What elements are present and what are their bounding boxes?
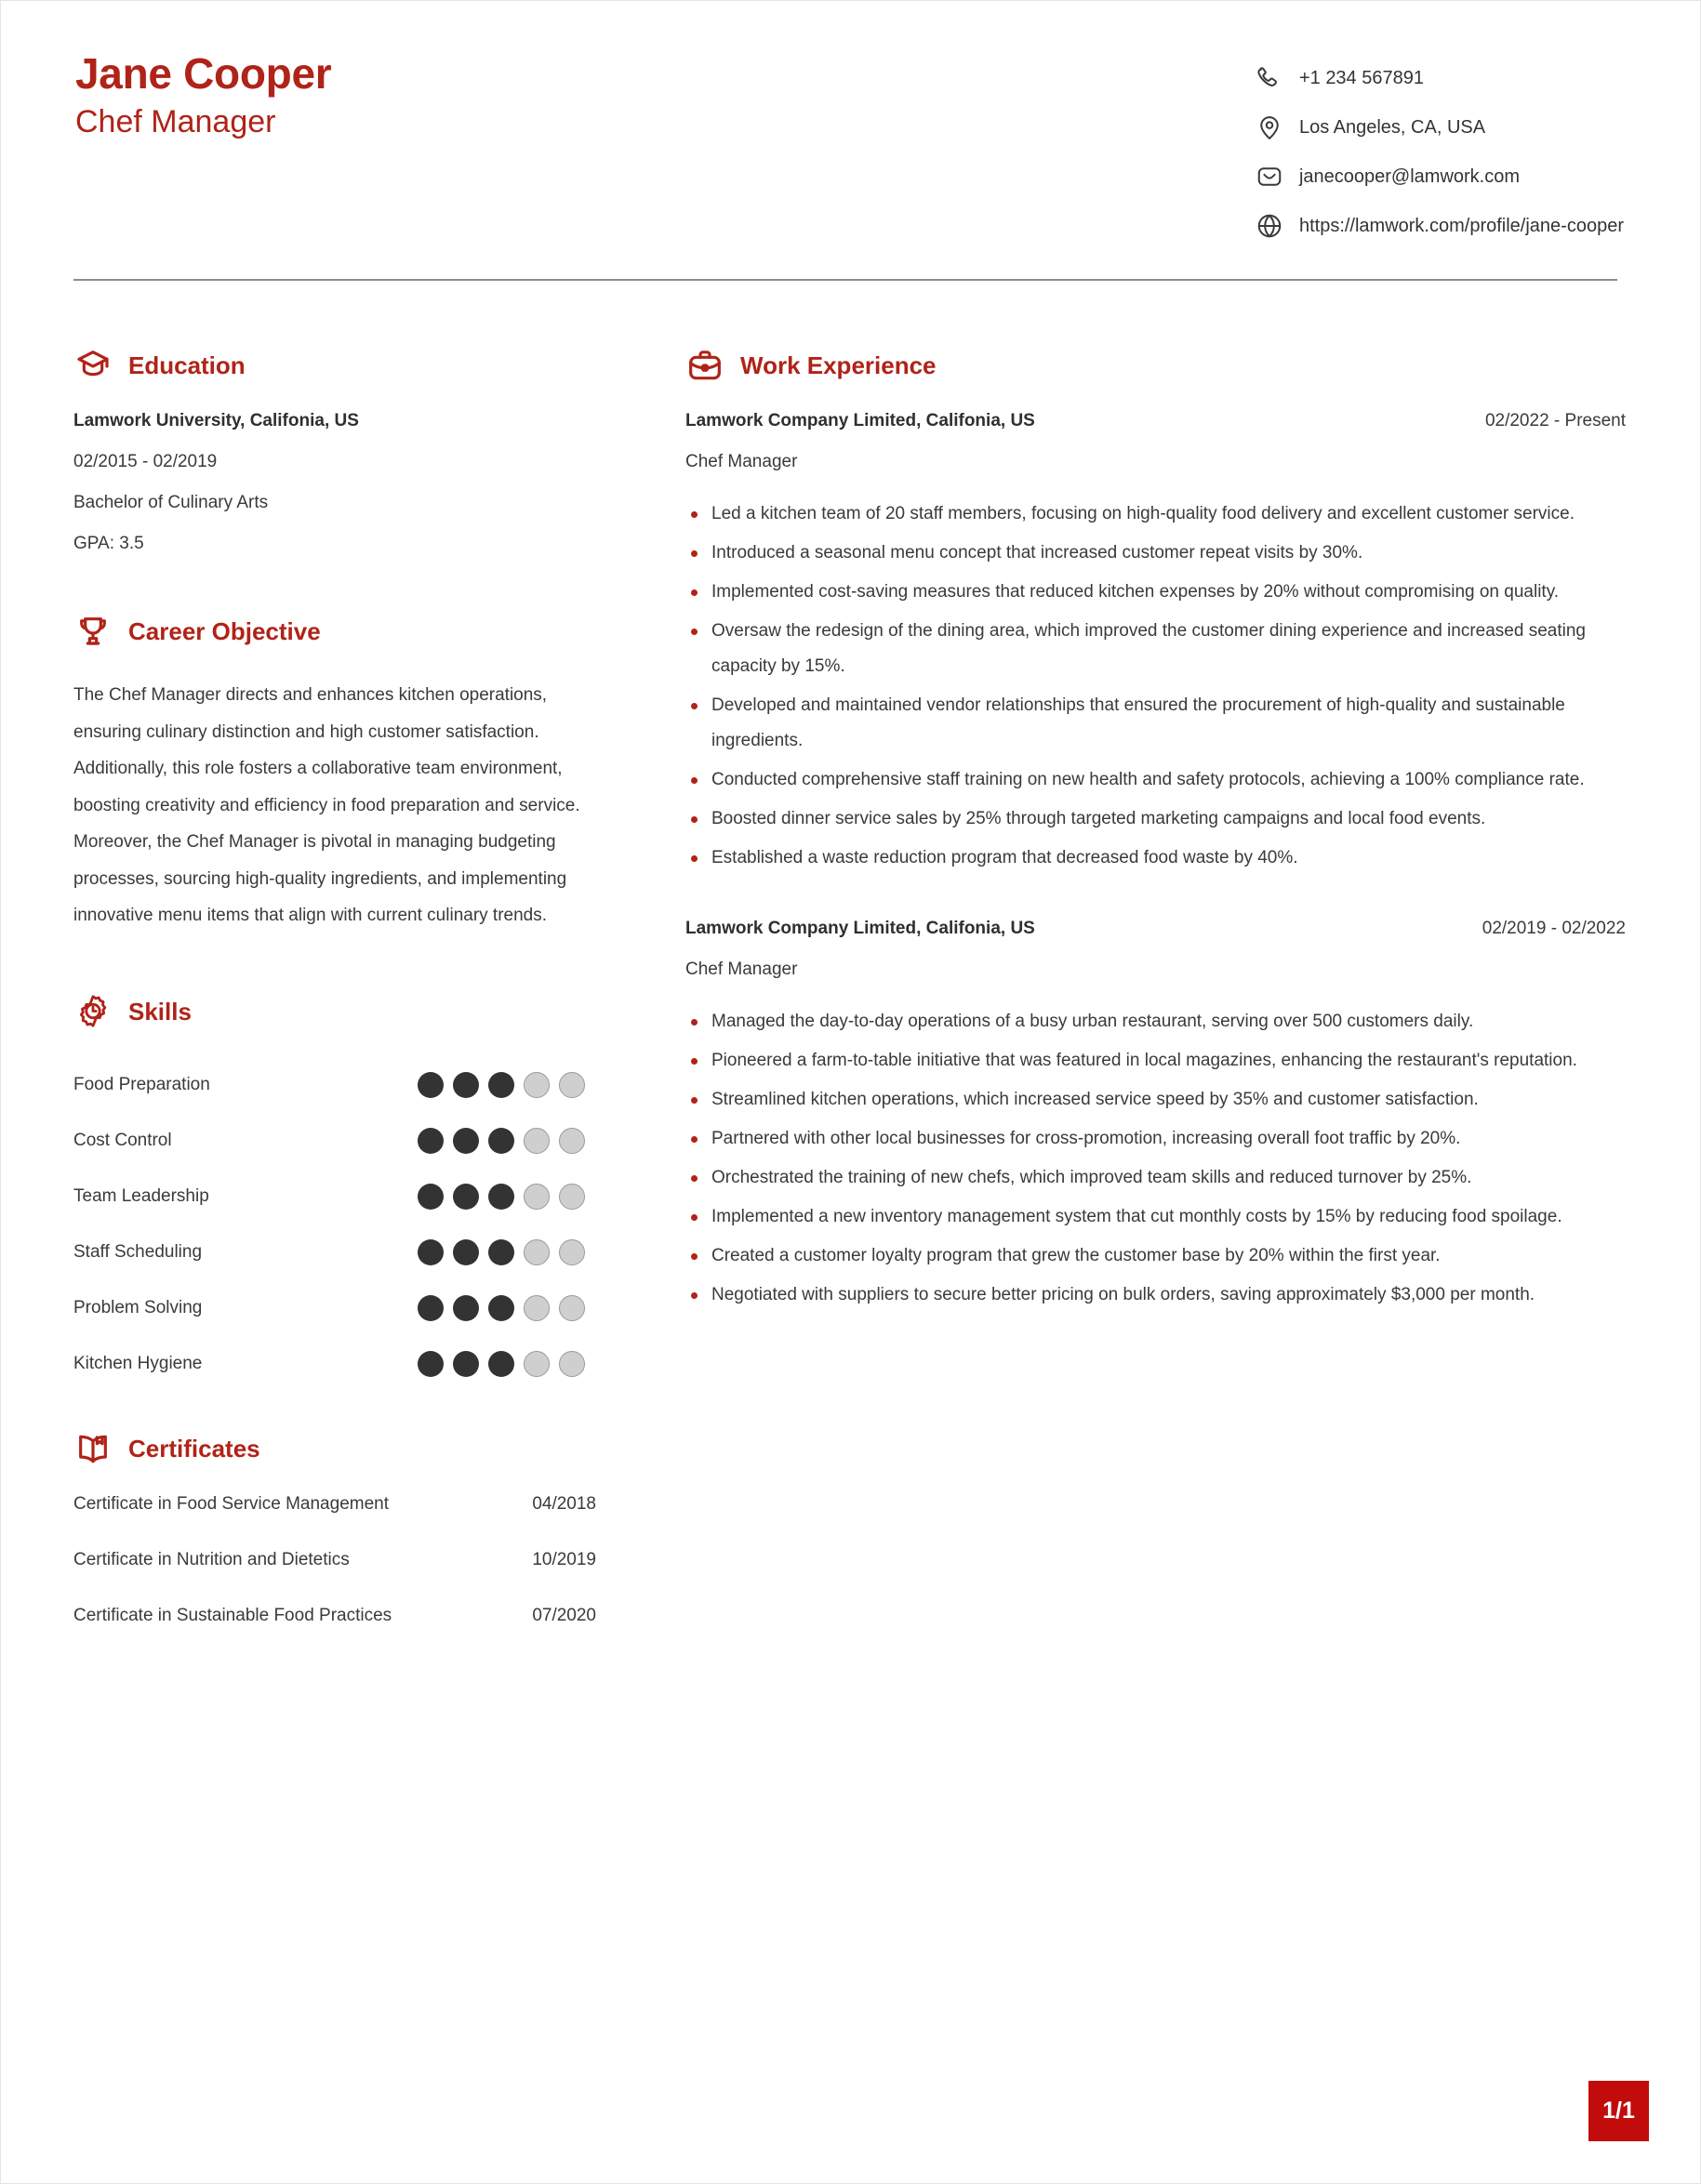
job-bullet: Implemented a new inventory management system that cut monthly costs by 15% by reducing food spoilage. bbox=[685, 1199, 1626, 1235]
rating-dot bbox=[559, 1239, 585, 1265]
rating-dot bbox=[453, 1295, 479, 1321]
job-bullet-list bbox=[685, 1004, 1626, 1313]
job-organization: Lamwork Company Limited, Califonia, US bbox=[685, 411, 1035, 430]
skill-row bbox=[73, 1280, 596, 1336]
contact-location bbox=[1256, 113, 1624, 141]
education-dates: 02/2015 - 02/2019 bbox=[73, 452, 218, 471]
skill-row bbox=[73, 1224, 596, 1280]
rating-dot bbox=[418, 1351, 444, 1377]
job-header bbox=[685, 411, 1626, 431]
certificate-name: Certificate in Sustainable Food Practices bbox=[73, 1605, 392, 1625]
rating-dot bbox=[524, 1128, 550, 1154]
skills-section-title: Skills bbox=[128, 997, 192, 1026]
page-indicator-badge: 1/1 bbox=[1588, 2081, 1649, 2141]
job-bullet: Oversaw the redesign of the dining area, which improved the customer dining experience and increased seating capacity by 15%. bbox=[685, 614, 1626, 684]
rating-dot bbox=[453, 1351, 479, 1377]
contact-website-value: https://lamwork.com/profile/jane-cooper bbox=[1298, 216, 1624, 236]
rating-dot bbox=[453, 1184, 479, 1210]
rating-dot bbox=[418, 1295, 444, 1321]
skill-name: Kitchen Hygiene bbox=[73, 1353, 203, 1373]
work-experience-section bbox=[685, 346, 1626, 1313]
job-entry bbox=[685, 919, 1626, 1313]
job-bullet: Negotiated with suppliers to secure better pricing on bulk orders, saving approximately $3,000 per month. bbox=[685, 1277, 1626, 1313]
phone-icon bbox=[1256, 64, 1283, 92]
job-bullet: Partnered with other local businesses for cross-promotion, increasing overall foot traffic by 20%. bbox=[685, 1121, 1626, 1157]
contact-website bbox=[1256, 212, 1624, 240]
education-section-title: Education bbox=[128, 351, 246, 379]
right-column bbox=[631, 346, 1626, 1318]
certificate-date: 10/2019 bbox=[532, 1549, 596, 1569]
education-organization: Lamwork University, Califonia, US bbox=[73, 411, 359, 430]
job-bullet: Introduced a seasonal menu concept that increased customer repeat visits by 30%. bbox=[685, 536, 1626, 571]
certificates-section bbox=[73, 1429, 596, 1661]
contact-phone bbox=[1256, 64, 1624, 92]
certificate-date: 07/2020 bbox=[532, 1605, 596, 1625]
rating-dot bbox=[418, 1184, 444, 1210]
skill-row bbox=[73, 1336, 596, 1392]
job-bullet: Created a customer loyalty program that grew the customer base by 20% within the first year. bbox=[685, 1238, 1626, 1274]
certificate-name: Certificate in Nutrition and Dietetics bbox=[73, 1549, 350, 1569]
job-entry bbox=[685, 411, 1626, 876]
rating-dot bbox=[488, 1184, 514, 1210]
left-column bbox=[73, 346, 631, 1661]
job-bullet: Pioneered a farm-to-table initiative that was featured in local magazines, enhancing the restaurant's reputation. bbox=[685, 1043, 1626, 1079]
skill-row bbox=[73, 1057, 596, 1113]
rating-dot bbox=[453, 1128, 479, 1154]
rating-dot bbox=[559, 1351, 585, 1377]
candidate-job-title: Chef Manager bbox=[75, 103, 276, 139]
certificates-section-title: Certificates bbox=[128, 1434, 260, 1463]
career-objective-text: The Chef Manager directs and enhances kitchen operations, ensuring culinary distinction and high customer satisfaction. Additionally, this role fosters a collaborative team environment, boosting creativity and efficiency in food preparation and service. Moreover, the Chef Manager is pivotal in managing budgeting processes, sourcing high-quality ingredients, and implementing innovative menu items that align with current culinary trends. bbox=[73, 685, 580, 926]
rating-dot bbox=[488, 1239, 514, 1265]
identity-block bbox=[75, 44, 331, 142]
education-degree: Bachelor of Culinary Arts bbox=[73, 493, 269, 512]
job-bullet: Led a kitchen team of 20 staff members, focusing on high-quality food delivery and excellent customer service. bbox=[685, 496, 1626, 532]
skill-rating bbox=[418, 1128, 596, 1154]
rating-dot bbox=[524, 1239, 550, 1265]
skill-rating bbox=[418, 1295, 596, 1321]
rating-dot bbox=[524, 1351, 550, 1377]
job-role: Chef Manager bbox=[685, 452, 798, 471]
job-bullet: Streamlined kitchen operations, which increased service speed by 35% and customer satisfaction. bbox=[685, 1082, 1626, 1118]
resume-header bbox=[1, 1, 1700, 240]
job-bullet: Conducted comprehensive staff training on new health and safety protocols, achieving a 100% compliance rate. bbox=[685, 762, 1626, 798]
job-bullet: Established a waste reduction program that decreased food waste by 40%. bbox=[685, 841, 1626, 876]
rating-dot bbox=[559, 1128, 585, 1154]
skill-rating bbox=[418, 1239, 596, 1265]
skill-name: Cost Control bbox=[73, 1130, 172, 1150]
resume-body bbox=[1, 346, 1700, 1661]
rating-dot bbox=[559, 1295, 585, 1321]
globe-icon bbox=[1256, 212, 1283, 240]
skill-rating bbox=[418, 1072, 596, 1098]
certificate-date: 04/2018 bbox=[532, 1493, 596, 1514]
contact-block bbox=[1256, 44, 1626, 240]
skills-section bbox=[73, 992, 596, 1392]
envelope-icon bbox=[1256, 163, 1283, 191]
rating-dot bbox=[418, 1128, 444, 1154]
job-bullet-list bbox=[685, 496, 1626, 876]
career-objective-section bbox=[73, 612, 596, 934]
candidate-name: Jane Cooper bbox=[75, 49, 332, 98]
skills-section-head bbox=[73, 992, 596, 1031]
job-dates: 02/2022 - Present bbox=[1484, 411, 1626, 430]
work-experience-section-head bbox=[685, 346, 1626, 385]
gear-clock-icon bbox=[73, 992, 113, 1031]
briefcase-icon bbox=[685, 346, 724, 385]
skill-rating bbox=[418, 1184, 596, 1210]
skill-name: Problem Solving bbox=[73, 1297, 203, 1317]
trophy-icon bbox=[73, 612, 113, 651]
contact-email bbox=[1256, 163, 1624, 191]
education-section-head bbox=[73, 346, 596, 385]
rating-dot bbox=[559, 1072, 585, 1098]
skill-name: Food Preparation bbox=[73, 1074, 210, 1094]
rating-dot bbox=[488, 1072, 514, 1098]
rating-dot bbox=[488, 1351, 514, 1377]
job-organization: Lamwork Company Limited, Califonia, US bbox=[685, 919, 1035, 938]
skill-row bbox=[73, 1113, 596, 1169]
job-bullet: Implemented cost-saving measures that reduced kitchen expenses by 20% without compromising on quality. bbox=[685, 575, 1626, 610]
certificate-row bbox=[73, 1550, 596, 1606]
skill-name: Team Leadership bbox=[73, 1185, 209, 1206]
job-bullet: Orchestrated the training of new chefs, which improved team skills and reduced turnover by 25%. bbox=[685, 1160, 1626, 1196]
job-bullet: Managed the day-to-day operations of a busy urban restaurant, serving over 500 customers daily. bbox=[685, 1004, 1626, 1039]
career-objective-section-title: Career Objective bbox=[128, 617, 321, 645]
education-section bbox=[73, 346, 596, 554]
skill-name: Staff Scheduling bbox=[73, 1241, 203, 1262]
contact-phone-value: +1 234 567891 bbox=[1298, 68, 1424, 88]
rating-dot bbox=[418, 1072, 444, 1098]
job-role: Chef Manager bbox=[685, 960, 798, 979]
contact-email-value: janecooper@lamwork.com bbox=[1298, 166, 1521, 187]
rating-dot bbox=[488, 1295, 514, 1321]
certificate-row bbox=[73, 1606, 596, 1661]
rating-dot bbox=[453, 1072, 479, 1098]
rating-dot bbox=[418, 1239, 444, 1265]
rating-dot bbox=[488, 1128, 514, 1154]
location-pin-icon bbox=[1256, 113, 1283, 141]
certificates-list bbox=[73, 1494, 596, 1661]
certificates-section-head bbox=[73, 1429, 596, 1468]
rating-dot bbox=[453, 1239, 479, 1265]
job-dates: 02/2019 - 02/2022 bbox=[1482, 919, 1626, 938]
job-bullet: Boosted dinner service sales by 25% through targeted marketing campaigns and local food events. bbox=[685, 801, 1626, 837]
skills-list bbox=[73, 1057, 596, 1392]
work-experience-section-title: Work Experience bbox=[740, 351, 937, 379]
career-objective-section-head bbox=[73, 612, 596, 651]
rating-dot bbox=[524, 1295, 550, 1321]
rating-dot bbox=[524, 1184, 550, 1210]
contact-location-value: Los Angeles, CA, USA bbox=[1298, 117, 1486, 138]
rating-dot bbox=[524, 1072, 550, 1098]
skill-row bbox=[73, 1169, 596, 1224]
rating-dot bbox=[559, 1184, 585, 1210]
certificate-row bbox=[73, 1494, 596, 1550]
job-bullet: Developed and maintained vendor relationships that ensured the procurement of high-quality and sustainable ingredients. bbox=[685, 688, 1626, 759]
graduation-cap-icon bbox=[73, 346, 113, 385]
certificate-name: Certificate in Food Service Management bbox=[73, 1493, 389, 1514]
education-gpa: GPA: 3.5 bbox=[73, 534, 144, 553]
job-header bbox=[685, 919, 1626, 939]
skill-rating bbox=[418, 1351, 596, 1377]
open-book-icon bbox=[73, 1429, 113, 1468]
